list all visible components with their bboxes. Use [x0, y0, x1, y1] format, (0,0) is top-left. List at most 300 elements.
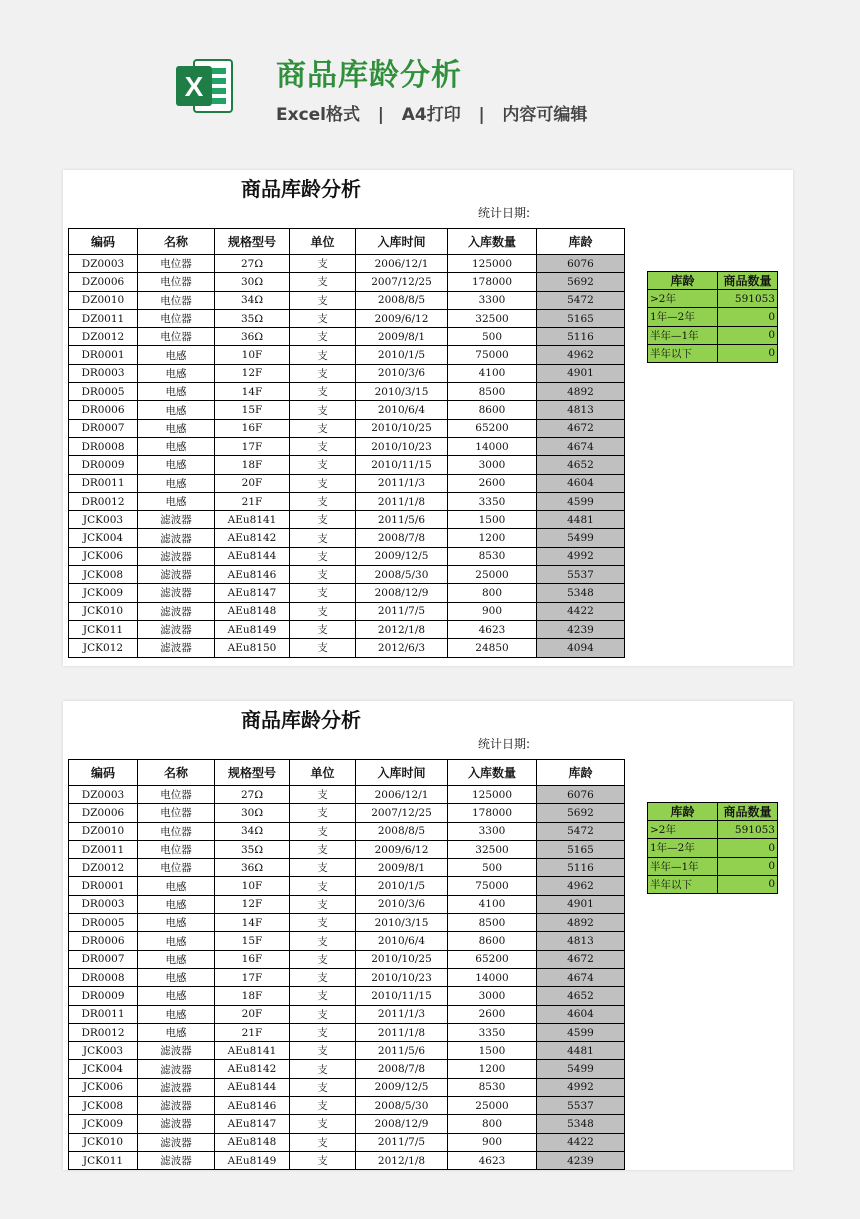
table-cell: 21F: [215, 1023, 290, 1041]
table-cell: DR0011: [69, 474, 138, 492]
summary-row: [648, 839, 778, 857]
table-cell: 支: [290, 620, 356, 638]
summary-age-range: 1年—2年: [648, 839, 718, 857]
table-cell: JCK012: [69, 639, 138, 657]
table-row: [69, 474, 625, 492]
table-row: [69, 914, 625, 932]
excel-logo-letter: X: [184, 71, 204, 102]
table-cell: 电位器: [138, 291, 215, 309]
table-row: [69, 456, 625, 474]
summary-header: 商品数量: [718, 803, 778, 821]
table-cell: 27Ω: [215, 255, 290, 273]
table-cell: DR0012: [69, 492, 138, 510]
table-cell: 18F: [215, 456, 290, 474]
table-row: [69, 566, 625, 584]
table-cell: 2010/3/6: [356, 895, 448, 913]
table-row: [69, 822, 625, 840]
table-cell: 2009/12/5: [356, 547, 448, 565]
summary-quantity: 0: [718, 857, 778, 875]
table-cell: 支: [290, 383, 356, 401]
table-cell: JCK003: [69, 1042, 138, 1060]
table-cell: 支: [290, 1005, 356, 1023]
table-cell: 4992: [537, 1078, 625, 1096]
sheet-page-2: [63, 701, 793, 1170]
table-cell: 滤波器: [138, 620, 215, 638]
table-cell: 2600: [448, 1005, 537, 1023]
table-row: [69, 529, 625, 547]
table-cell: 滤波器: [138, 1060, 215, 1078]
table-row: [69, 1115, 625, 1133]
table-cell: 8530: [448, 547, 537, 565]
table-row: [69, 346, 625, 364]
table-cell: 支: [290, 602, 356, 620]
table-cell: DR0006: [69, 932, 138, 950]
table-row: [69, 584, 625, 602]
table-cell: 支: [290, 309, 356, 327]
table-cell: AEu8150: [215, 639, 290, 657]
table-cell: 支: [290, 547, 356, 565]
table-cell: 5165: [537, 840, 625, 858]
table-row: [69, 895, 625, 913]
summary-age-range: 半年以下: [648, 875, 718, 893]
table-cell: 2009/8/1: [356, 328, 448, 346]
table-cell: 4813: [537, 401, 625, 419]
summary-row: [648, 326, 778, 344]
table-cell: AEu8148: [215, 1133, 290, 1151]
table-cell: 4674: [537, 437, 625, 455]
table-cell: 3300: [448, 822, 537, 840]
table-cell: AEu8141: [215, 1042, 290, 1060]
table-cell: DR0003: [69, 364, 138, 382]
table-cell: 2006/12/1: [356, 786, 448, 804]
table-row: [69, 1078, 625, 1096]
table-cell: DR0011: [69, 1005, 138, 1023]
table-cell: 14000: [448, 437, 537, 455]
table-cell: 5472: [537, 291, 625, 309]
table-cell: 2010/10/23: [356, 437, 448, 455]
column-header: 规格型号: [215, 229, 290, 255]
sheet-title: 商品库龄分析: [241, 708, 361, 732]
table-cell: 2010/11/15: [356, 456, 448, 474]
table-cell: 2010/6/4: [356, 932, 448, 950]
table-cell: DZ0003: [69, 786, 138, 804]
table-cell: 4239: [537, 620, 625, 638]
table-row: [69, 639, 625, 657]
summary-row: [648, 344, 778, 362]
column-header: 单位: [290, 760, 356, 786]
table-cell: 178000: [448, 804, 537, 822]
table-row: [69, 932, 625, 950]
table-cell: JCK008: [69, 1097, 138, 1115]
table-cell: 4901: [537, 895, 625, 913]
table-cell: 5537: [537, 566, 625, 584]
table-cell: 4813: [537, 932, 625, 950]
table-cell: 电感: [138, 987, 215, 1005]
table-cell: 35Ω: [215, 309, 290, 327]
table-cell: 2008/12/9: [356, 1115, 448, 1133]
table-cell: 2008/12/9: [356, 584, 448, 602]
summary-age-range: 半年—1年: [648, 326, 718, 344]
table-cell: 电位器: [138, 328, 215, 346]
table-cell: 4962: [537, 877, 625, 895]
table-cell: 支: [290, 950, 356, 968]
table-cell: JCK011: [69, 1151, 138, 1169]
summary-quantity: 0: [718, 344, 778, 362]
table-cell: 2010/11/15: [356, 987, 448, 1005]
table-cell: 25000: [448, 1097, 537, 1115]
table-cell: 14000: [448, 968, 537, 986]
table-cell: 支: [290, 1097, 356, 1115]
table-cell: 2007/12/25: [356, 804, 448, 822]
summary-quantity: 0: [718, 308, 778, 326]
table-cell: 15F: [215, 401, 290, 419]
table-cell: 5116: [537, 328, 625, 346]
table-cell: 5692: [537, 804, 625, 822]
table-cell: 电感: [138, 383, 215, 401]
table-cell: 2010/1/5: [356, 346, 448, 364]
table-cell: 2012/1/8: [356, 620, 448, 638]
table-cell: 电位器: [138, 840, 215, 858]
table-cell: 800: [448, 1115, 537, 1133]
table-cell: 4672: [537, 950, 625, 968]
table-row: [69, 511, 625, 529]
table-cell: 2011/1/3: [356, 474, 448, 492]
table-cell: 2010/3/15: [356, 914, 448, 932]
table-cell: 3300: [448, 291, 537, 309]
table-cell: 电位器: [138, 786, 215, 804]
table-cell: AEu8146: [215, 566, 290, 584]
table-cell: 支: [290, 401, 356, 419]
summary-row: [648, 875, 778, 893]
table-cell: 支: [290, 1060, 356, 1078]
table-cell: JCK010: [69, 602, 138, 620]
table-cell: 800: [448, 584, 537, 602]
table-cell: DR0008: [69, 437, 138, 455]
table-cell: 3350: [448, 1023, 537, 1041]
summary-age-range: >2年: [648, 821, 718, 839]
table-cell: 支: [290, 914, 356, 932]
table-cell: 2010/10/25: [356, 419, 448, 437]
summary-row: [648, 821, 778, 839]
table-cell: 2011/5/6: [356, 511, 448, 529]
table-cell: 125000: [448, 786, 537, 804]
table-cell: 2007/12/25: [356, 273, 448, 291]
table-cell: 5692: [537, 273, 625, 291]
table-cell: 2012/1/8: [356, 1151, 448, 1169]
column-header: 名称: [138, 229, 215, 255]
table-cell: 滤波器: [138, 1151, 215, 1169]
table-row: [69, 255, 625, 273]
table-cell: 电感: [138, 437, 215, 455]
table-cell: 16F: [215, 950, 290, 968]
table-cell: 滤波器: [138, 511, 215, 529]
table-row: [69, 1133, 625, 1151]
table-cell: 4599: [537, 492, 625, 510]
table-cell: 支: [290, 346, 356, 364]
table-cell: AEu8147: [215, 584, 290, 602]
table-row: [69, 950, 625, 968]
table-cell: 4992: [537, 547, 625, 565]
table-cell: 支: [290, 786, 356, 804]
table-cell: 支: [290, 932, 356, 950]
summary-header: 库龄: [648, 803, 718, 821]
table-cell: AEu8142: [215, 529, 290, 547]
table-cell: 电感: [138, 968, 215, 986]
table-cell: 电感: [138, 492, 215, 510]
table-cell: 滤波器: [138, 639, 215, 657]
table-cell: 10F: [215, 346, 290, 364]
table-cell: 2009/8/1: [356, 859, 448, 877]
summary-header-row: [648, 272, 778, 290]
table-cell: AEu8149: [215, 620, 290, 638]
table-row: [69, 987, 625, 1005]
table-cell: 支: [290, 437, 356, 455]
table-cell: DZ0011: [69, 309, 138, 327]
table-cell: 5116: [537, 859, 625, 877]
table-cell: 35Ω: [215, 840, 290, 858]
table-cell: 支: [290, 1115, 356, 1133]
table-cell: 滤波器: [138, 1042, 215, 1060]
summary-header: 库龄: [648, 272, 718, 290]
table-cell: 滤波器: [138, 1078, 215, 1096]
table-cell: JCK011: [69, 620, 138, 638]
summary-header-row: [648, 803, 778, 821]
table-cell: DR0005: [69, 914, 138, 932]
table-cell: 2008/7/8: [356, 529, 448, 547]
table-cell: 1200: [448, 529, 537, 547]
table-cell: JCK003: [69, 511, 138, 529]
table-cell: DZ0006: [69, 273, 138, 291]
table-cell: 900: [448, 1133, 537, 1151]
table-cell: JCK006: [69, 547, 138, 565]
table-cell: 电感: [138, 877, 215, 895]
table-cell: 滤波器: [138, 1097, 215, 1115]
table-row: [69, 364, 625, 382]
table-cell: DZ0010: [69, 822, 138, 840]
table-cell: 16F: [215, 419, 290, 437]
table-cell: 支: [290, 895, 356, 913]
table-cell: 支: [290, 822, 356, 840]
table-cell: DR0001: [69, 346, 138, 364]
table-cell: 4674: [537, 968, 625, 986]
table-cell: 8600: [448, 932, 537, 950]
table-row: [69, 877, 625, 895]
table-cell: JCK008: [69, 566, 138, 584]
table-cell: 滤波器: [138, 529, 215, 547]
table-row: [69, 840, 625, 858]
table-cell: 15F: [215, 932, 290, 950]
table-cell: 2011/1/8: [356, 1023, 448, 1041]
table-cell: 14F: [215, 914, 290, 932]
table-cell: AEu8141: [215, 511, 290, 529]
table-cell: 2008/7/8: [356, 1060, 448, 1078]
table-cell: 3000: [448, 456, 537, 474]
table-cell: 支: [290, 639, 356, 657]
table-row: [69, 419, 625, 437]
summary-row: [648, 857, 778, 875]
column-header: 入库数量: [448, 229, 537, 255]
table-cell: 滤波器: [138, 584, 215, 602]
table-row: [69, 859, 625, 877]
table-cell: 4652: [537, 456, 625, 474]
table-cell: 34Ω: [215, 291, 290, 309]
table-cell: 2010/3/15: [356, 383, 448, 401]
table-cell: 2011/7/5: [356, 602, 448, 620]
table-cell: JCK006: [69, 1078, 138, 1096]
table-cell: 6076: [537, 786, 625, 804]
table-cell: 滤波器: [138, 602, 215, 620]
table-cell: 电感: [138, 346, 215, 364]
excel-logo-icon: [172, 54, 236, 118]
table-cell: 电感: [138, 895, 215, 913]
page-header: [0, 0, 860, 160]
table-cell: DZ0012: [69, 859, 138, 877]
table-cell: 5472: [537, 822, 625, 840]
table-cell: 2012/6/3: [356, 639, 448, 657]
table-cell: 支: [290, 968, 356, 986]
table-cell: DZ0011: [69, 840, 138, 858]
table-cell: 支: [290, 566, 356, 584]
summary-row: [648, 290, 778, 308]
table-cell: 8500: [448, 383, 537, 401]
table-cell: 支: [290, 255, 356, 273]
summary-quantity: 0: [718, 875, 778, 893]
table-cell: 4962: [537, 346, 625, 364]
table-cell: 滤波器: [138, 1133, 215, 1151]
table-cell: AEu8146: [215, 1097, 290, 1115]
table-cell: 2009/6/12: [356, 309, 448, 327]
table-cell: 支: [290, 584, 356, 602]
table-cell: 4672: [537, 419, 625, 437]
summary-quantity: 591053: [718, 821, 778, 839]
table-cell: 滤波器: [138, 566, 215, 584]
table-row: [69, 804, 625, 822]
table-cell: 4100: [448, 895, 537, 913]
table-cell: 34Ω: [215, 822, 290, 840]
column-header: 入库数量: [448, 760, 537, 786]
table-row: [69, 620, 625, 638]
column-header: 名称: [138, 760, 215, 786]
table-cell: 2011/1/3: [356, 1005, 448, 1023]
table-row: [69, 968, 625, 986]
table-cell: 4604: [537, 1005, 625, 1023]
table-cell: 电位器: [138, 804, 215, 822]
table-cell: AEu8142: [215, 1060, 290, 1078]
table-cell: 125000: [448, 255, 537, 273]
table-cell: 电感: [138, 932, 215, 950]
table-header-row: [69, 760, 625, 786]
table-row: [69, 602, 625, 620]
summary-row: [648, 308, 778, 326]
table-cell: 900: [448, 602, 537, 620]
table-cell: AEu8148: [215, 602, 290, 620]
table-cell: 支: [290, 1151, 356, 1169]
table-cell: JCK009: [69, 1115, 138, 1133]
table-cell: 电位器: [138, 255, 215, 273]
column-header: 规格型号: [215, 760, 290, 786]
table-cell: 支: [290, 364, 356, 382]
table-cell: 1500: [448, 1042, 537, 1060]
table-row: [69, 547, 625, 565]
table-cell: JCK009: [69, 584, 138, 602]
table-cell: 2008/5/30: [356, 1097, 448, 1115]
summary-age-range: 半年以下: [648, 344, 718, 362]
table-cell: 4892: [537, 914, 625, 932]
table-cell: 支: [290, 273, 356, 291]
table-cell: 2011/5/6: [356, 1042, 448, 1060]
table-row: [69, 383, 625, 401]
table-cell: 电感: [138, 1005, 215, 1023]
table-cell: 25000: [448, 566, 537, 584]
table-cell: 18F: [215, 987, 290, 1005]
inventory-age-table: [68, 759, 625, 1170]
summary-quantity: 591053: [718, 290, 778, 308]
table-cell: 65200: [448, 950, 537, 968]
table-cell: 5348: [537, 1115, 625, 1133]
table-cell: 32500: [448, 840, 537, 858]
table-cell: 支: [290, 804, 356, 822]
table-cell: 4422: [537, 602, 625, 620]
summary-quantity: 0: [718, 326, 778, 344]
table-cell: 178000: [448, 273, 537, 291]
table-cell: AEu8147: [215, 1115, 290, 1133]
table-cell: 2010/10/23: [356, 968, 448, 986]
table-cell: 2010/3/6: [356, 364, 448, 382]
column-header: 库龄: [537, 760, 625, 786]
table-cell: JCK004: [69, 1060, 138, 1078]
table-cell: 2009/6/12: [356, 840, 448, 858]
table-cell: DR0009: [69, 987, 138, 1005]
column-header: 入库时间: [356, 229, 448, 255]
table-cell: 电感: [138, 950, 215, 968]
table-cell: 3350: [448, 492, 537, 510]
table-cell: DR0009: [69, 456, 138, 474]
table-cell: 36Ω: [215, 328, 290, 346]
table-cell: DR0012: [69, 1023, 138, 1041]
column-header: 单位: [290, 229, 356, 255]
table-cell: 1500: [448, 511, 537, 529]
table-cell: 支: [290, 511, 356, 529]
table-cell: DR0007: [69, 950, 138, 968]
table-cell: DR0007: [69, 419, 138, 437]
table-cell: 8600: [448, 401, 537, 419]
table-cell: DZ0012: [69, 328, 138, 346]
table-cell: 支: [290, 1133, 356, 1151]
table-cell: DZ0006: [69, 804, 138, 822]
table-cell: 4604: [537, 474, 625, 492]
sheet-page-1: [63, 170, 793, 666]
table-cell: 2011/1/8: [356, 492, 448, 510]
table-cell: 30Ω: [215, 273, 290, 291]
table-cell: 电感: [138, 914, 215, 932]
table-cell: 电感: [138, 401, 215, 419]
table-cell: 支: [290, 1042, 356, 1060]
table-cell: 支: [290, 291, 356, 309]
table-cell: 电感: [138, 474, 215, 492]
table-cell: 500: [448, 328, 537, 346]
table-cell: 4652: [537, 987, 625, 1005]
table-cell: 电感: [138, 364, 215, 382]
table-cell: 4623: [448, 620, 537, 638]
table-cell: 电位器: [138, 309, 215, 327]
table-cell: JCK010: [69, 1133, 138, 1151]
table-cell: DR0003: [69, 895, 138, 913]
table-cell: 支: [290, 529, 356, 547]
table-cell: 电位器: [138, 859, 215, 877]
sheet-title: 商品库龄分析: [241, 177, 361, 201]
table-cell: 75000: [448, 877, 537, 895]
page-subtitle: Excel格式 | A4打印 | 内容可编辑: [276, 105, 588, 125]
